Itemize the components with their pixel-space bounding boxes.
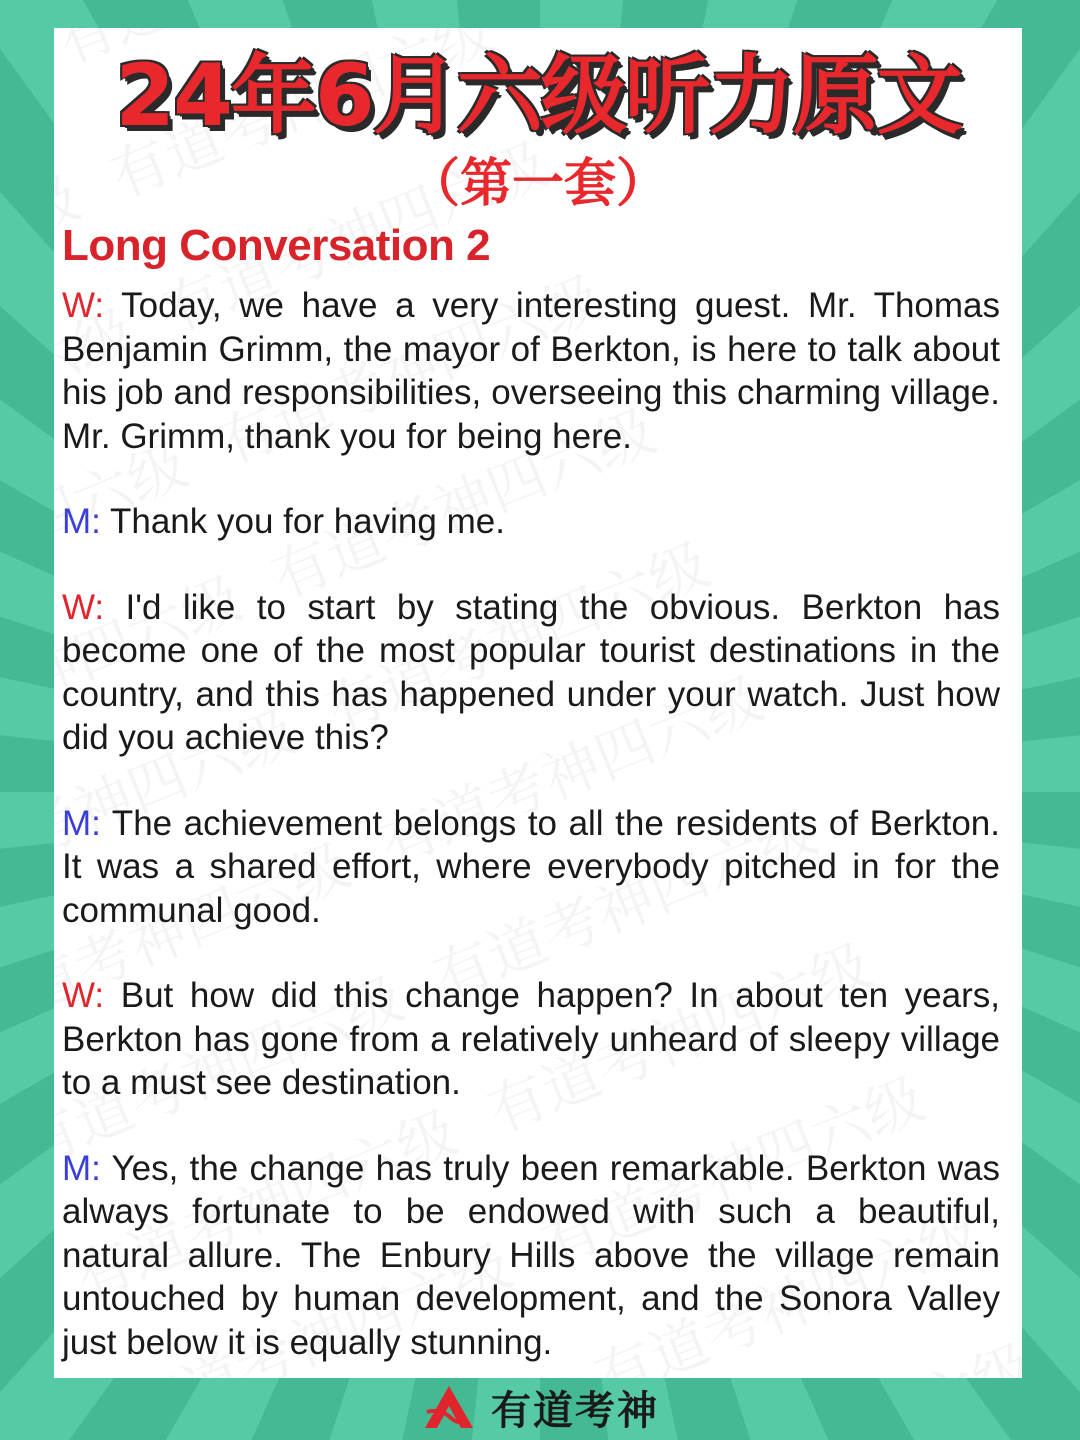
speaker-label-woman: W: bbox=[62, 976, 105, 1015]
dialogue-text: Yes, the change has truly been remarkable. Berkton was always fortunate to be endowed with such a beautiful, natural allure. The Enbury Hills above the village remain untouched by human development, and the Sonora Valley just below it is equally stunning. bbox=[62, 1148, 1000, 1362]
document-card bbox=[54, 28, 1022, 1378]
dialogue-turn bbox=[62, 500, 1000, 544]
dialogue-text: Today, we have a very interesting guest. Mr. Thomas Benjamin Grimm, the mayor of Berkton, is here to talk about his job and responsibilities, overseeing this charming village. Mr. Grimm, thank you for being here. bbox=[62, 286, 1000, 456]
dialogue-turn bbox=[62, 586, 1000, 760]
dialogue-turn bbox=[62, 284, 1000, 458]
dialogue-text: But how did this change happen? In about ten years, Berkton has gone from a relatively unheard of sleepy village to a must see destination. bbox=[62, 976, 1000, 1102]
page-subtitle: （第一套） bbox=[407, 154, 668, 214]
page-title: 24年6月六级听力原文 bbox=[115, 46, 961, 146]
speaker-label-woman: W: bbox=[62, 286, 105, 325]
dialogue-text: I'd like to start by stating the obvious. Berkton has become one of the most popular tourist destinations in the country, and this has happened under your watch. Just how did you achieve this? bbox=[62, 587, 1000, 757]
dialogue-text: Thank you for having me. bbox=[100, 502, 505, 541]
section-title: Long Conversation 2 bbox=[62, 221, 491, 270]
speaker-label-woman: W: bbox=[62, 587, 105, 627]
brand-name: 有道考神 bbox=[491, 1387, 659, 1434]
footer-brand bbox=[0, 1378, 1080, 1436]
dialogue-turn bbox=[62, 1147, 1000, 1365]
speaker-label-man: M: bbox=[62, 1148, 101, 1188]
speaker-label-man: M: bbox=[62, 502, 101, 541]
dialogue-text: The achievement belongs to all the residents of Berkton. It was a shared effort, where everybody pitched in for the communal good. bbox=[62, 803, 1000, 930]
dialogue-turn bbox=[62, 974, 1000, 1105]
dialogue-transcript bbox=[62, 284, 1000, 1378]
speaker-label-man: M: bbox=[62, 803, 101, 843]
youdao-kaoshen-logo-icon bbox=[421, 1382, 477, 1432]
dialogue-turn bbox=[62, 802, 1000, 933]
